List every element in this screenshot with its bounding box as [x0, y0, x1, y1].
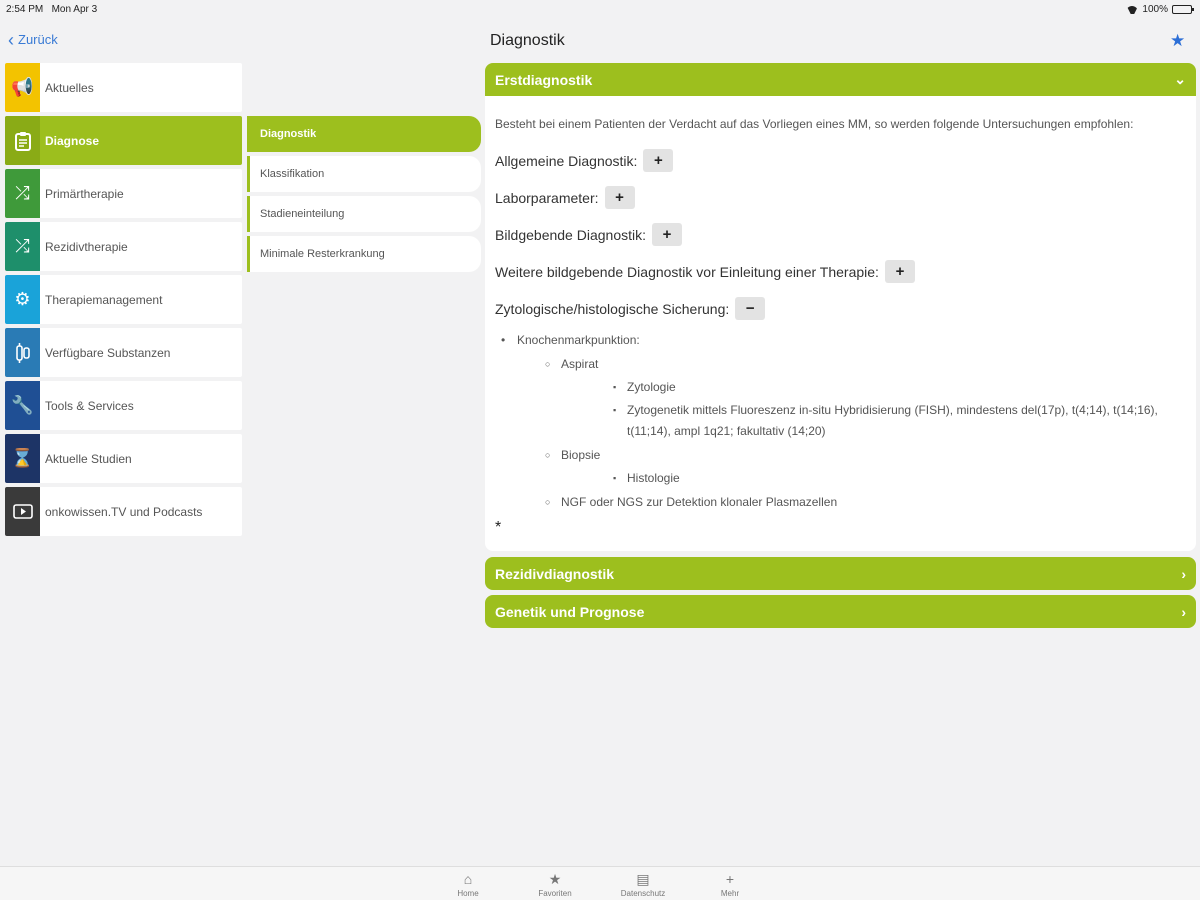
- home-icon: ⌂: [463, 871, 473, 887]
- battery-percent: 100%: [1142, 4, 1168, 15]
- sidebar-item-label: Aktuelles: [45, 80, 94, 95]
- row-laborparameter: [495, 186, 1186, 209]
- chevron-right-icon: ›: [1181, 565, 1186, 582]
- tab-mehr[interactable]: [700, 871, 760, 898]
- list-item: ○ Aspirat ▪ Zytologie ▪ Zytogenetik mittels Fluoreszenz in-situ Hybridisierung (FISH), mindestens del(17p), t(4;14), t(14;16), t(11;14), ampl 1q21; fakultativ (14;20): [517, 354, 1186, 442]
- row-bildgebende-diagnostik: [495, 223, 1186, 246]
- sidebar-item-diagnose[interactable]: [5, 116, 242, 165]
- status-right: [1126, 4, 1192, 15]
- row-label: Weitere bildgebende Diagnostik vor Einleitung einer Therapie:: [495, 263, 879, 280]
- accordion-erstdiagnostik[interactable]: [485, 63, 1196, 96]
- gear-icon: ⚙: [5, 275, 40, 324]
- row-label: Allgemeine Diagnostik:: [495, 152, 638, 169]
- row-zytologische-sicherung: [495, 297, 1186, 320]
- collapse-button[interactable]: −: [735, 297, 765, 320]
- clipboard-icon: [5, 116, 40, 165]
- sidebar-item-therapiemanagement[interactable]: [5, 275, 242, 324]
- sidebar-item-onkowissen[interactable]: [5, 487, 242, 536]
- accordion-title: Genetik und Prognose: [495, 603, 645, 620]
- content-area: [485, 63, 1196, 633]
- accordion-title: Erstdiagnostik: [495, 71, 593, 88]
- accordion-title: Rezidivdiagnostik: [495, 565, 615, 582]
- list-item: ▪ Histologie: [561, 468, 1186, 489]
- status-bar: [0, 0, 1200, 18]
- tab-label: Favoriten: [538, 889, 572, 898]
- tab-home[interactable]: [438, 871, 498, 898]
- sidebar-item-label: Verfügbare Substanzen: [45, 345, 171, 360]
- hourglass-icon: ⌛: [5, 434, 40, 483]
- wrench-icon: 🔧: [5, 381, 40, 430]
- tab-favoriten[interactable]: [525, 871, 585, 898]
- tab-label: Datenschutz: [620, 889, 666, 898]
- chevron-down-icon: ⌄: [1174, 71, 1186, 87]
- expand-button[interactable]: +: [643, 149, 673, 172]
- battery-icon: [1172, 5, 1192, 14]
- tab-label: Mehr: [720, 889, 740, 898]
- accordion-genetik-prognose[interactable]: [485, 595, 1196, 628]
- detail-tree: [495, 330, 1186, 513]
- wifi-icon: [1126, 6, 1138, 14]
- sidebar-item-studien[interactable]: [5, 434, 242, 483]
- plus-icon: +: [725, 871, 735, 887]
- shuffle-icon: ⤮: [5, 222, 40, 271]
- expand-button[interactable]: +: [605, 186, 635, 209]
- accordion-body: [485, 96, 1196, 551]
- sidebar-item-label: Therapiemanagement: [45, 292, 163, 307]
- chevron-right-icon: ›: [1181, 603, 1186, 620]
- star-icon: ★: [548, 871, 562, 887]
- sidebar-item-substanzen[interactable]: [5, 328, 242, 377]
- list-item: ○ NGF oder NGS zur Detektion klonaler Plasmazellen: [517, 492, 1186, 513]
- sidebar: [5, 63, 242, 540]
- sidebar-item-primaertherapie[interactable]: [5, 169, 242, 218]
- favorite-star-icon[interactable]: ★: [1170, 31, 1186, 50]
- tab-datenschutz[interactable]: [613, 871, 673, 898]
- row-allgemeine-diagnostik: [495, 149, 1186, 172]
- row-label: Laborparameter:: [495, 189, 599, 206]
- page-title: Diagnostik: [490, 32, 565, 49]
- chevron-left-icon: ‹: [8, 29, 14, 50]
- document-icon: ▤: [636, 871, 650, 887]
- list-item: ○ Biopsie ▪ Histologie: [517, 445, 1186, 489]
- sidebar-item-label: Primärtherapie: [45, 186, 124, 201]
- back-label: Zurück: [18, 32, 58, 47]
- subnav: [247, 116, 481, 276]
- sidebar-item-label: Aktuelle Studien: [45, 451, 132, 466]
- row-weitere-bildgebende: [495, 260, 1186, 283]
- list-item: ▪ Zytogenetik mittels Fluoreszenz in-situ Hybridisierung (FISH), mindestens del(17p), t(4;14), t(14;16), t(11;14), ampl 1q21; fakultativ (14;20): [561, 400, 1186, 442]
- footnote-asterisk: *: [495, 519, 502, 536]
- subnav-item-klassifikation[interactable]: Klassifikation: [247, 156, 481, 192]
- tab-bar: [0, 866, 1200, 900]
- sidebar-item-rezidivtherapie[interactable]: [5, 222, 242, 271]
- sidebar-item-label: Diagnose: [45, 133, 100, 148]
- list-item: • Knochenmarkpunktion: ○ Aspirat ▪ Zytologie ▪ Zytogenetik mittels Fluoreszenz in-situ Hybridisierung (FISH), mindestens del(17p), t(4;14), t(14;16), t(11;14), ampl 1q21; fakultativ (14;20) ○ Biopsie ▪ Histologie ○ NGF oder NGS zur Detektion klonaler Plasmazellen: [495, 330, 1186, 513]
- expand-button[interactable]: +: [885, 260, 915, 283]
- sidebar-item-label: Tools & Services: [45, 398, 134, 413]
- row-label: Zytologische/histologische Sicherung:: [495, 300, 730, 317]
- status-time: 2:54 PM Mon Apr 3: [6, 4, 98, 15]
- intro-text: Besteht bei einem Patienten der Verdacht auf das Vorliegen eines MM, so werden folgende Untersuchungen empfohlen:: [495, 117, 1134, 131]
- infusion-icon: [5, 328, 40, 377]
- expand-button[interactable]: +: [652, 223, 682, 246]
- row-label: Bildgebende Diagnostik:: [495, 226, 646, 243]
- tab-label: Home: [457, 889, 479, 898]
- video-icon: [5, 487, 40, 536]
- list-item: ▪ Zytologie: [561, 377, 1186, 398]
- subnav-item-resterkrankung[interactable]: Minimale Resterkrankung: [247, 236, 481, 272]
- subnav-item-diagnostik[interactable]: Diagnostik: [247, 116, 481, 152]
- sidebar-item-label: onkowissen.TV und Podcasts: [45, 504, 203, 519]
- subnav-item-stadieneinteilung[interactable]: Stadieneinteilung: [247, 196, 481, 232]
- accordion-rezidivdiagnostik[interactable]: [485, 557, 1196, 590]
- sidebar-item-aktuelles[interactable]: [5, 63, 242, 112]
- sidebar-item-tools[interactable]: [5, 381, 242, 430]
- sidebar-item-label: Rezidivtherapie: [45, 239, 128, 254]
- shuffle-icon: ⤮: [5, 169, 40, 218]
- back-button[interactable]: [8, 29, 58, 50]
- megaphone-icon: 📢: [5, 63, 40, 112]
